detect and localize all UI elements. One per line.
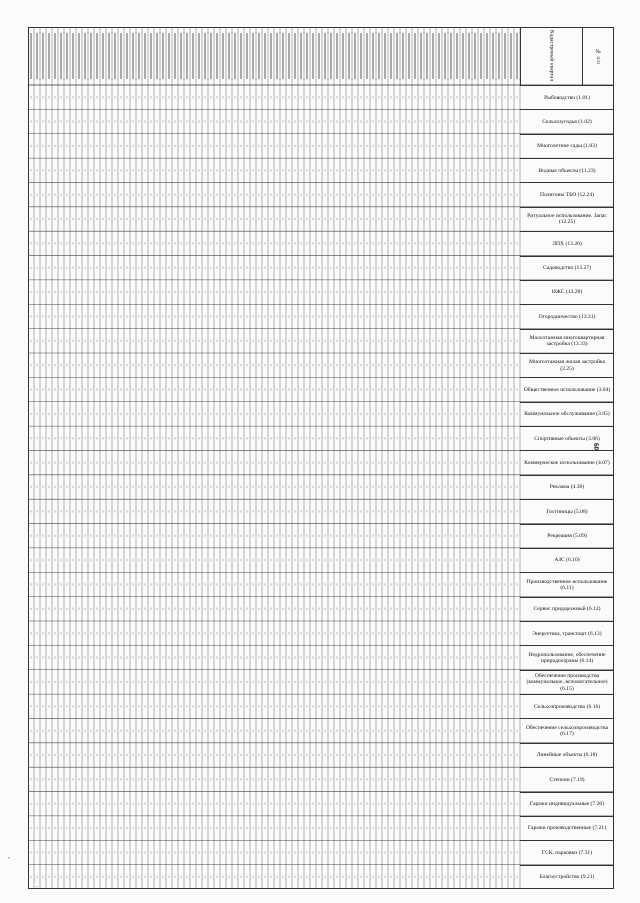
column-header: Энергетика, транспорт (6.13) [520, 621, 614, 645]
column-header: Благоустройство (9.21) [520, 865, 614, 889]
column-header: Гаражи производственные (7.21) [520, 816, 614, 840]
cadastral-quarter-header: Кадастровый квартал [548, 30, 555, 82]
scan-mark: , [8, 852, 10, 860]
column-header: Рекреация (5.09) [520, 524, 614, 548]
column-header: Ритуальное использование. Запас (12.25) [520, 207, 614, 231]
table-header-top [520, 27, 614, 85]
column-header: Коммерческое использование (4.07) [520, 450, 614, 474]
column-header: ГСК, парковки (7.31) [520, 840, 614, 864]
column-header: Обеспечение сельхозпроизводства (6.17) [520, 718, 614, 742]
column-header: Общественное использование (3.04) [520, 377, 614, 401]
column-header: Реклама (4.30) [520, 475, 614, 499]
column-header: ЛПХ (13.26) [520, 231, 614, 255]
column-header: Гостиницы (5.08) [520, 499, 614, 523]
column-header: Многолетние сады (1.03) [520, 134, 614, 158]
column-header: Сельхозугодья (1.02) [520, 109, 614, 133]
column-header: Сельхозпроизводство (6.16) [520, 694, 614, 718]
column-header: Огородничество (13.31) [520, 304, 614, 328]
row-number-header: № п/п [582, 27, 613, 85]
column-header: Производственное использование (6.11) [520, 572, 614, 596]
column-header: Многоэтажная жилая застройка (2.25) [520, 353, 614, 377]
column-header: АЗС (6.10) [520, 548, 614, 572]
scan-mark: . [36, 881, 38, 889]
column-header: Обеспечение производства (коммунальное, вспомогательное) (6.15) [520, 670, 614, 694]
column-header: Садоводство (13.27) [520, 256, 614, 280]
column-header: Сервис придорожный (6.12) [520, 597, 614, 621]
page-number: 60 [592, 443, 600, 450]
column-header: Спортивные объекты (3.06) [520, 426, 614, 450]
column-header: Гаражи индивидуальные (7.20) [520, 792, 614, 816]
column-header: Водные объекты (11.23) [520, 158, 614, 182]
column-header: Коммунальное обслуживание (3.05) [520, 402, 614, 426]
column-header: Полигоны ТБО (12.24) [520, 182, 614, 206]
column-header: Недропользование, обеспечение природоохраны (6.14) [520, 645, 614, 669]
column-header: Малоэтажная многоквартирная застройка (13.33) [520, 329, 614, 353]
column-header: ИЖС (13.28) [520, 280, 614, 304]
column-header: Линейные объекты (6.18) [520, 743, 614, 767]
column-header: Рыбоводство (1.01) [520, 85, 614, 109]
column-header: Степени (7.19) [520, 767, 614, 791]
